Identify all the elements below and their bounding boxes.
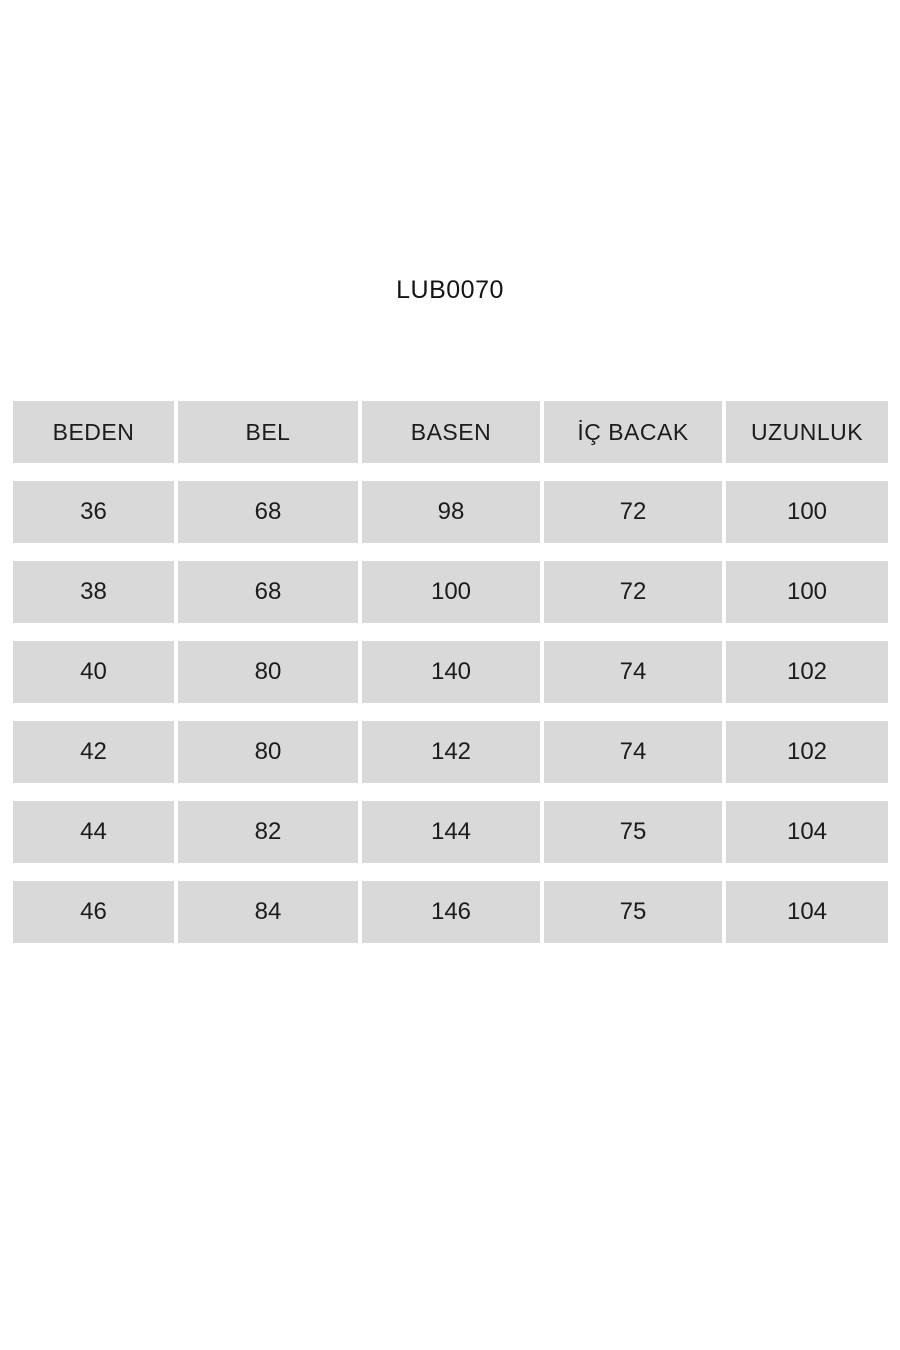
table-cell: 40 [13,641,174,703]
header-cell-basen: BASEN [362,401,540,463]
table-cell: 75 [544,881,722,943]
table-cell: 100 [726,561,888,623]
table-cell: 80 [178,641,358,703]
product-code-title: LUB0070 [396,276,504,304]
table-cell: 74 [544,641,722,703]
table-cell: 82 [178,801,358,863]
table-cell: 74 [544,721,722,783]
header-cell-bel: BEL [178,401,358,463]
table-cell: 38 [13,561,174,623]
table-cell: 140 [362,641,540,703]
table-cell: 80 [178,721,358,783]
table-cell: 100 [362,561,540,623]
header-cell-uzunluk: UZUNLUK [726,401,888,463]
table-cell: 72 [544,481,722,543]
size-table [13,401,900,943]
table-cell: 36 [13,481,174,543]
table-cell: 44 [13,801,174,863]
table-cell: 46 [13,881,174,943]
table-cell: 102 [726,641,888,703]
table-cell: 104 [726,881,888,943]
table-cell: 72 [544,561,722,623]
table-cell: 144 [362,801,540,863]
table-cell: 100 [726,481,888,543]
table-cell: 102 [726,721,888,783]
table-cell: 75 [544,801,722,863]
table-cell: 68 [178,481,358,543]
table-cell: 142 [362,721,540,783]
table-cell: 98 [362,481,540,543]
table-cell: 84 [178,881,358,943]
table-cell: 146 [362,881,540,943]
header-cell-ic-bacak: İÇ BACAK [544,401,722,463]
header-cell-beden: BEDEN [13,401,174,463]
table-cell: 104 [726,801,888,863]
table-cell: 42 [13,721,174,783]
table-cell: 68 [178,561,358,623]
